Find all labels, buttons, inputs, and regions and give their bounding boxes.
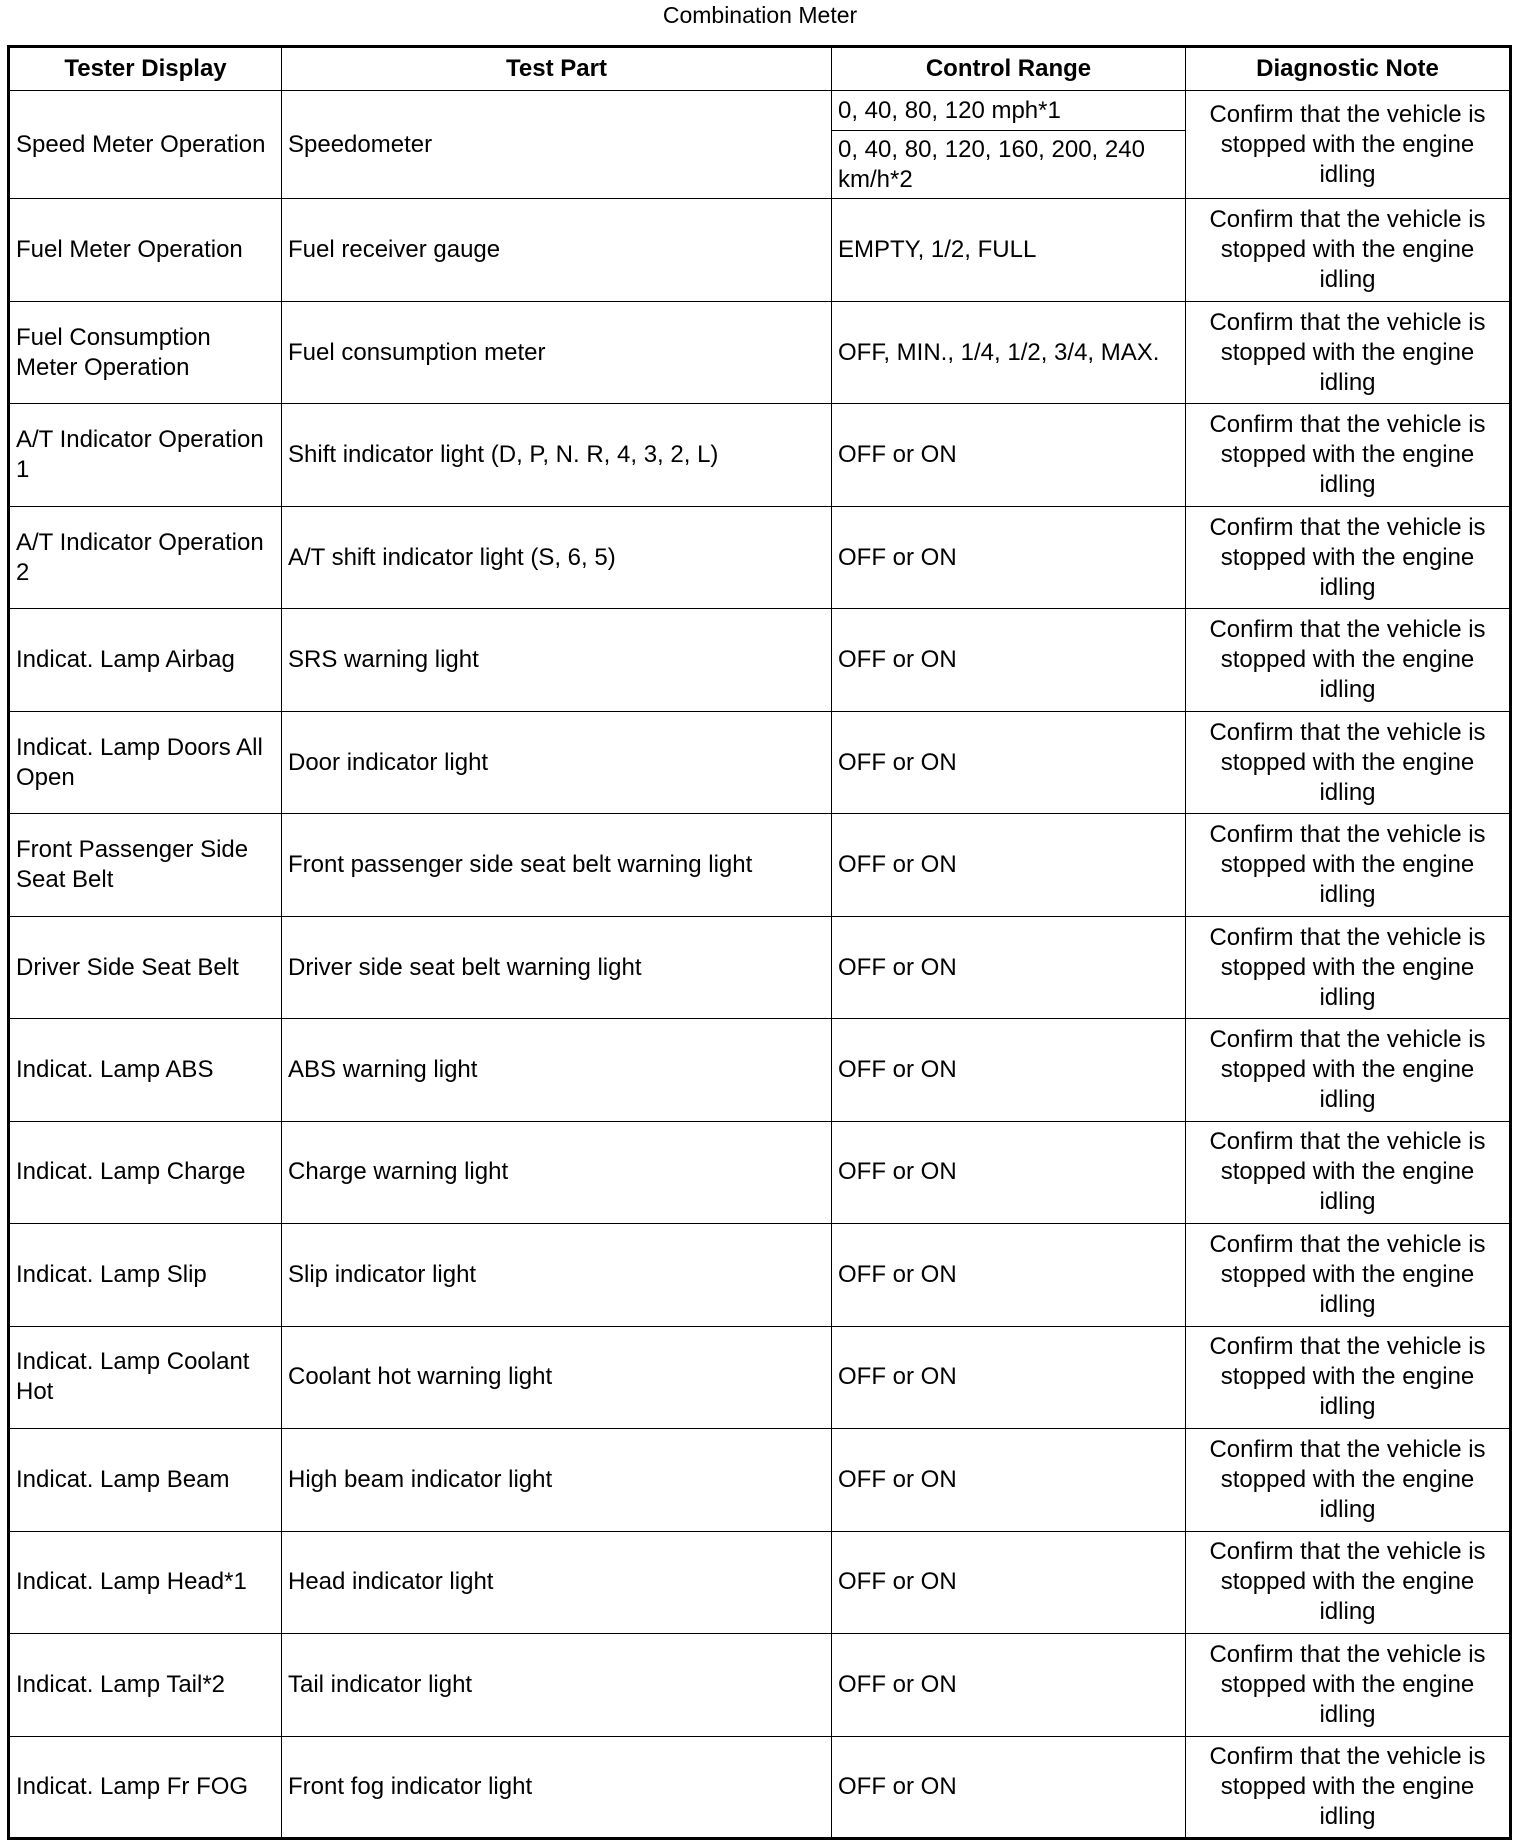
tester-display-cell: Indicat. Lamp Coolant Hot: [9, 1326, 282, 1428]
test-part-cell: Fuel consumption meter: [282, 301, 832, 403]
combination-meter-table: [7, 45, 1512, 1840]
diagnostic-note-cell: Confirm that the vehicle is stopped with the engine idling: [1186, 1019, 1511, 1121]
header-control-range: Control Range: [832, 47, 1186, 91]
tester-display-cell: Driver Side Seat Belt: [9, 916, 282, 1018]
tester-display-cell: Indicat. Lamp Head*1: [9, 1531, 282, 1633]
control-range-cell: OFF or ON: [832, 711, 1186, 813]
table-row: [9, 1326, 1511, 1428]
control-range-cell: OFF or ON: [832, 1224, 1186, 1326]
tester-display-cell: Indicat. Lamp Slip: [9, 1224, 282, 1326]
tester-display-cell: Front Passenger Side Seat Belt: [9, 814, 282, 916]
header-tester-display: Tester Display: [9, 47, 282, 91]
control-range-cell: 0, 40, 80, 120, 160, 200, 240 km/h*2: [832, 131, 1186, 199]
control-range-cell: EMPTY, 1/2, FULL: [832, 199, 1186, 301]
control-range-cell: 0, 40, 80, 120 mph*1: [832, 91, 1186, 131]
tester-display-cell: Indicat. Lamp Charge: [9, 1121, 282, 1223]
table-row: [9, 91, 1511, 131]
table-row: [9, 404, 1511, 506]
table-row: [9, 711, 1511, 813]
table-row: [9, 301, 1511, 403]
test-part-cell: Speedometer: [282, 91, 832, 199]
diagnostic-note-cell: Confirm that the vehicle is stopped with the engine idling: [1186, 1429, 1511, 1531]
tester-display-cell: Indicat. Lamp Fr FOG: [9, 1736, 282, 1838]
table-row: [9, 1429, 1511, 1531]
test-part-cell: SRS warning light: [282, 609, 832, 711]
diagnostic-note-cell: Confirm that the vehicle is stopped with the engine idling: [1186, 404, 1511, 506]
header-test-part: Test Part: [282, 47, 832, 91]
control-range-cell: OFF or ON: [832, 1019, 1186, 1121]
table-row: [9, 916, 1511, 1018]
test-part-cell: A/T shift indicator light (S, 6, 5): [282, 506, 832, 608]
tester-display-cell: A/T Indicator Operation 1: [9, 404, 282, 506]
diagnostic-note-cell: Confirm that the vehicle is stopped with the engine idling: [1186, 506, 1511, 608]
table-row: [9, 1121, 1511, 1223]
table-row: [9, 1531, 1511, 1633]
table-caption: Combination Meter: [662, 2, 858, 28]
control-range-cell: OFF, MIN., 1/4, 1/2, 3/4, MAX.: [832, 301, 1186, 403]
table-row: [9, 1019, 1511, 1121]
test-part-cell: Charge warning light: [282, 1121, 832, 1223]
diagnostic-note-cell: Confirm that the vehicle is stopped with the engine idling: [1186, 916, 1511, 1018]
control-range-cell: OFF or ON: [832, 506, 1186, 608]
test-part-cell: Slip indicator light: [282, 1224, 832, 1326]
test-part-cell: Tail indicator light: [282, 1634, 832, 1736]
test-part-cell: Door indicator light: [282, 711, 832, 813]
test-part-cell: Fuel receiver gauge: [282, 199, 832, 301]
test-part-cell: Coolant hot warning light: [282, 1326, 832, 1428]
tester-display-cell: Indicat. Lamp Doors All Open: [9, 711, 282, 813]
diagnostic-note-cell: Confirm that the vehicle is stopped with the engine idling: [1186, 1531, 1511, 1633]
tester-display-cell: Fuel Consumption Meter Operation: [9, 301, 282, 403]
test-part-cell: ABS warning light: [282, 1019, 832, 1121]
diagnostic-note-cell: Confirm that the vehicle is stopped with the engine idling: [1186, 199, 1511, 301]
diagnostic-note-cell: Confirm that the vehicle is stopped with the engine idling: [1186, 1121, 1511, 1223]
header-row: [9, 47, 1511, 91]
diagnostic-note-cell: Confirm that the vehicle is stopped with the engine idling: [1186, 711, 1511, 813]
control-range-cell: OFF or ON: [832, 1326, 1186, 1428]
diagnostic-note-cell: Confirm that the vehicle is stopped with the engine idling: [1186, 91, 1511, 199]
test-part-cell: Front passenger side seat belt warning light: [282, 814, 832, 916]
diagnostic-note-cell: Confirm that the vehicle is stopped with the engine idling: [1186, 1634, 1511, 1736]
test-part-cell: Shift indicator light (D, P, N. R, 4, 3, 2, L): [282, 404, 832, 506]
test-part-cell: High beam indicator light: [282, 1429, 832, 1531]
tester-display-cell: A/T Indicator Operation 2: [9, 506, 282, 608]
test-part-cell: Driver side seat belt warning light: [282, 916, 832, 1018]
header-diagnostic-note: Diagnostic Note: [1186, 47, 1511, 91]
table-row: [9, 199, 1511, 301]
test-part-cell: Head indicator light: [282, 1531, 832, 1633]
tester-display-cell: Speed Meter Operation: [9, 91, 282, 199]
table-row: [9, 506, 1511, 608]
table-row: [9, 1736, 1511, 1838]
tester-display-cell: Indicat. Lamp Tail*2: [9, 1634, 282, 1736]
control-range-cell: OFF or ON: [832, 609, 1186, 711]
table-row: [9, 1634, 1511, 1736]
control-range-cell: OFF or ON: [832, 1634, 1186, 1736]
control-range-cell: OFF or ON: [832, 1736, 1186, 1838]
diagnostic-note-cell: Confirm that the vehicle is stopped with the engine idling: [1186, 814, 1511, 916]
tester-display-cell: Fuel Meter Operation: [9, 199, 282, 301]
tester-display-cell: Indicat. Lamp ABS: [9, 1019, 282, 1121]
table-row: [9, 814, 1511, 916]
tester-display-cell: Indicat. Lamp Airbag: [9, 609, 282, 711]
diagnostic-note-cell: Confirm that the vehicle is stopped with the engine idling: [1186, 609, 1511, 711]
tester-display-cell: Indicat. Lamp Beam: [9, 1429, 282, 1531]
diagnostic-note-cell: Confirm that the vehicle is stopped with the engine idling: [1186, 1326, 1511, 1428]
table-row: [9, 609, 1511, 711]
control-range-cell: OFF or ON: [832, 814, 1186, 916]
control-range-cell: OFF or ON: [832, 916, 1186, 1018]
diagnostic-note-cell: Confirm that the vehicle is stopped with the engine idling: [1186, 1224, 1511, 1326]
control-range-cell: OFF or ON: [832, 1531, 1186, 1633]
diagnostic-note-cell: Confirm that the vehicle is stopped with the engine idling: [1186, 1736, 1511, 1838]
control-range-cell: OFF or ON: [832, 1121, 1186, 1223]
test-part-cell: Front fog indicator light: [282, 1736, 832, 1838]
table-row: [9, 1224, 1511, 1326]
control-range-cell: OFF or ON: [832, 404, 1186, 506]
diagnostic-note-cell: Confirm that the vehicle is stopped with the engine idling: [1186, 301, 1511, 403]
control-range-cell: OFF or ON: [832, 1429, 1186, 1531]
